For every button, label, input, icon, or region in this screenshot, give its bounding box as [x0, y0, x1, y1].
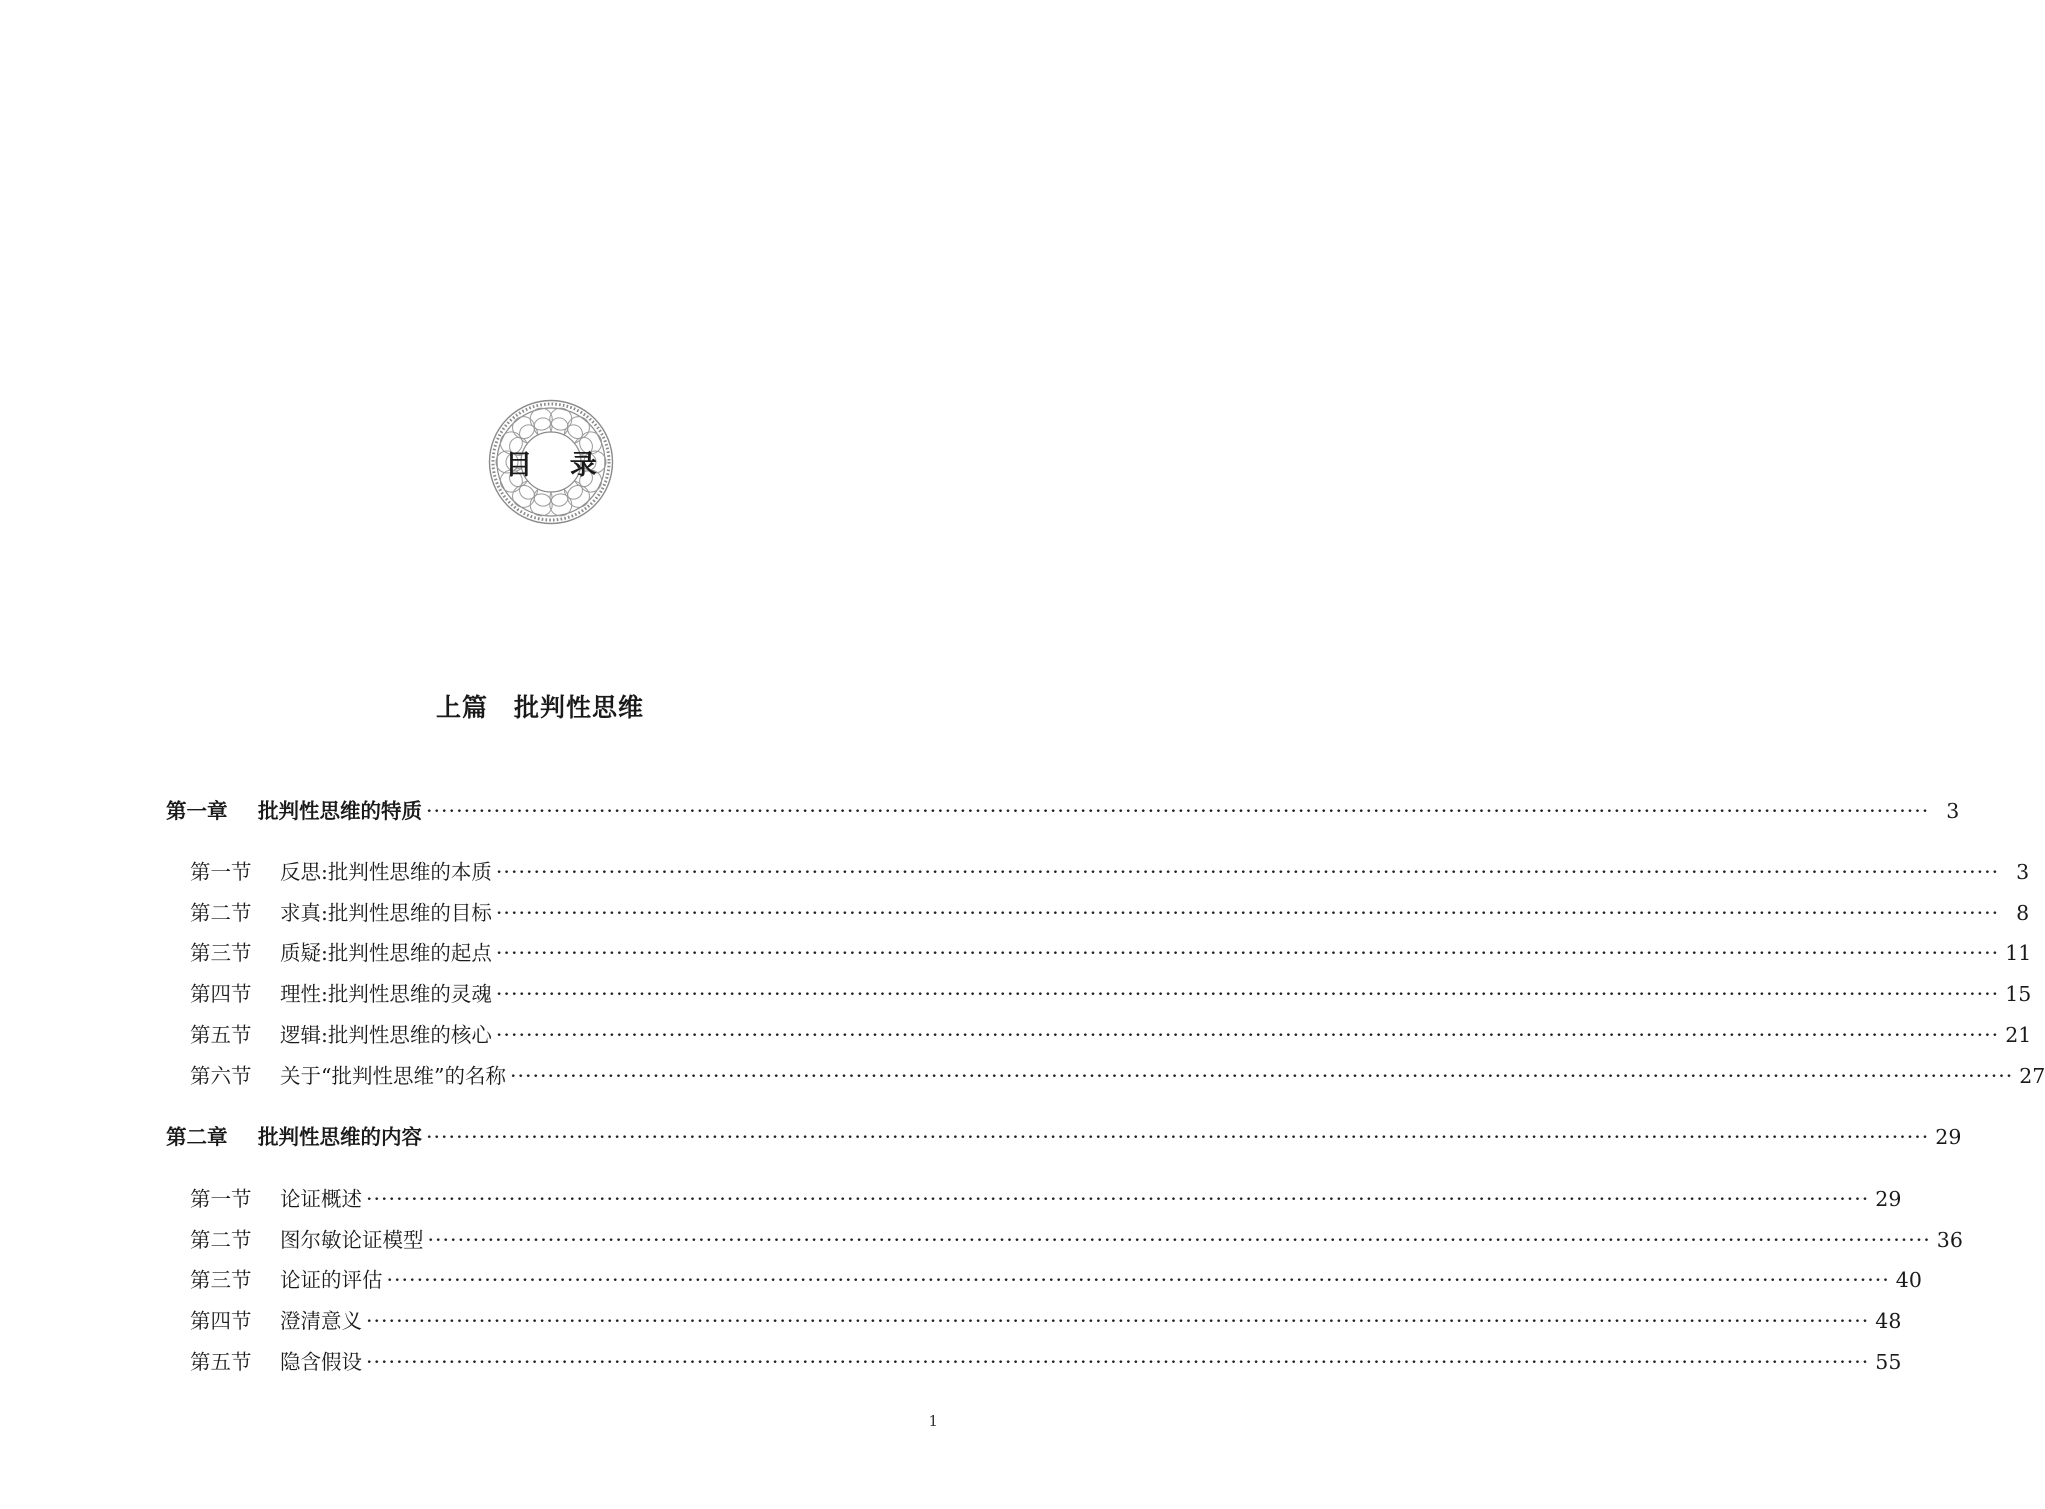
section-title: 求真:批判性思维的目标 [280, 900, 492, 925]
section-title: 论证的评估 [280, 1268, 383, 1293]
chapter-number: 第二章 [166, 1125, 228, 1149]
toc-entry-label [190, 1345, 362, 1375]
toc-section-entry[interactable] [190, 1059, 2045, 1089]
section-page: 11 [2005, 941, 2032, 966]
chapter-number: 第一章 [166, 799, 228, 823]
toc-section-entry[interactable] [190, 1018, 2032, 1048]
toc-section-entry[interactable] [190, 977, 2032, 1007]
chapter-page: 29 [1935, 1125, 1962, 1149]
section-title: 关于“批判性思维”的名称 [280, 1063, 506, 1088]
dot-leader: ········································································································································································································ [495, 941, 2000, 966]
section-page: 15 [2005, 982, 2032, 1007]
toc-heading: 目 录 [505, 450, 611, 481]
toc-chapter-entry[interactable] [166, 1120, 1962, 1150]
toc-section-entry[interactable] [190, 1223, 1963, 1253]
section-number: 第一节 [190, 1187, 252, 1211]
dot-leader: ········································································································································································································ [427, 1227, 1931, 1252]
section-page: 29 [1875, 1187, 1902, 1211]
section-page: 21 [2005, 1022, 2032, 1047]
toc-entry-label [166, 1120, 422, 1150]
dot-leader: ········································································································································································································ [426, 799, 1930, 823]
section-number: 第二节 [190, 900, 252, 925]
toc-entry-label [190, 977, 492, 1007]
section-page: 48 [1875, 1309, 1902, 1334]
section-number: 第六节 [190, 1063, 252, 1088]
toc-entry-label [190, 1263, 383, 1293]
toc-section-entry[interactable] [190, 1345, 1902, 1375]
section-number: 第一节 [190, 860, 252, 884]
toc-entry-label [190, 1304, 362, 1334]
dot-leader: ········································································································································································································ [386, 1268, 1890, 1293]
toc-section-entry[interactable] [190, 936, 2032, 966]
toc-section-entry[interactable] [190, 896, 2030, 926]
section-title: 论证概述 [280, 1187, 362, 1211]
chapter-title: 批判性思维的内容 [258, 1125, 422, 1149]
chapter-page: 3 [1946, 799, 1960, 823]
dot-leader: ········································································································································································································ [366, 1187, 1870, 1211]
section-title: 反思:批判性思维的本质 [280, 860, 492, 884]
section-page: 36 [1936, 1227, 1963, 1252]
section-title: 澄清意义 [280, 1309, 362, 1334]
dot-leader: ········································································································································································································ [495, 860, 2000, 884]
section-number: 第五节 [190, 1022, 252, 1047]
dot-leader: ········································································································································································································ [366, 1309, 1870, 1334]
section-page: 8 [2016, 900, 2030, 925]
toc-entry-label [190, 1182, 362, 1212]
section-number: 第二节 [190, 1227, 252, 1252]
toc-entry-label [190, 855, 492, 885]
section-title: 图尔敏论证模型 [280, 1227, 424, 1252]
page-number: 1 [928, 1412, 938, 1430]
toc-entry-label [190, 1059, 506, 1089]
dot-leader: ········································································································································································································ [495, 900, 2000, 925]
dot-leader: ········································································································································································································ [509, 1063, 2014, 1088]
toc-entry-label [190, 1223, 424, 1253]
section-page: 27 [2019, 1063, 2045, 1088]
dot-leader: ········································································································································································································ [495, 1022, 2000, 1047]
toc-entry-label [190, 936, 492, 966]
section-number: 第四节 [190, 1309, 252, 1334]
toc-section-entry[interactable] [190, 855, 2030, 885]
section-title: 质疑:批判性思维的起点 [280, 941, 492, 966]
dot-leader: ········································································································································································································ [495, 982, 2000, 1007]
dot-leader: ········································································································································································································ [366, 1349, 1870, 1374]
toc-entry-label [166, 794, 422, 824]
section-number: 第五节 [190, 1349, 252, 1374]
toc-chapter-entry[interactable] [166, 794, 1960, 824]
chapter-title: 批判性思维的特质 [258, 799, 422, 823]
section-title: 逻辑:批判性思维的核心 [280, 1022, 492, 1047]
section-number: 第三节 [190, 941, 252, 966]
section-number: 第四节 [190, 982, 252, 1007]
section-page: 40 [1895, 1268, 1922, 1293]
toc-entry-label [190, 1018, 492, 1048]
section-page: 55 [1875, 1349, 1902, 1374]
toc-section-entry[interactable] [190, 1182, 1902, 1212]
section-title: 理性:批判性思维的灵魂 [280, 982, 492, 1007]
section-number: 第三节 [190, 1268, 252, 1293]
toc-entry-label [190, 896, 492, 926]
section-title: 隐含假设 [280, 1349, 362, 1374]
toc-emblem [488, 399, 614, 525]
toc-section-entry[interactable] [190, 1304, 1902, 1334]
toc-section-entry[interactable] [190, 1263, 1922, 1293]
part-title: 上篇 批判性思维 [435, 693, 644, 722]
dot-leader: ········································································································································································································ [426, 1125, 1930, 1149]
section-page: 3 [2016, 860, 2030, 884]
